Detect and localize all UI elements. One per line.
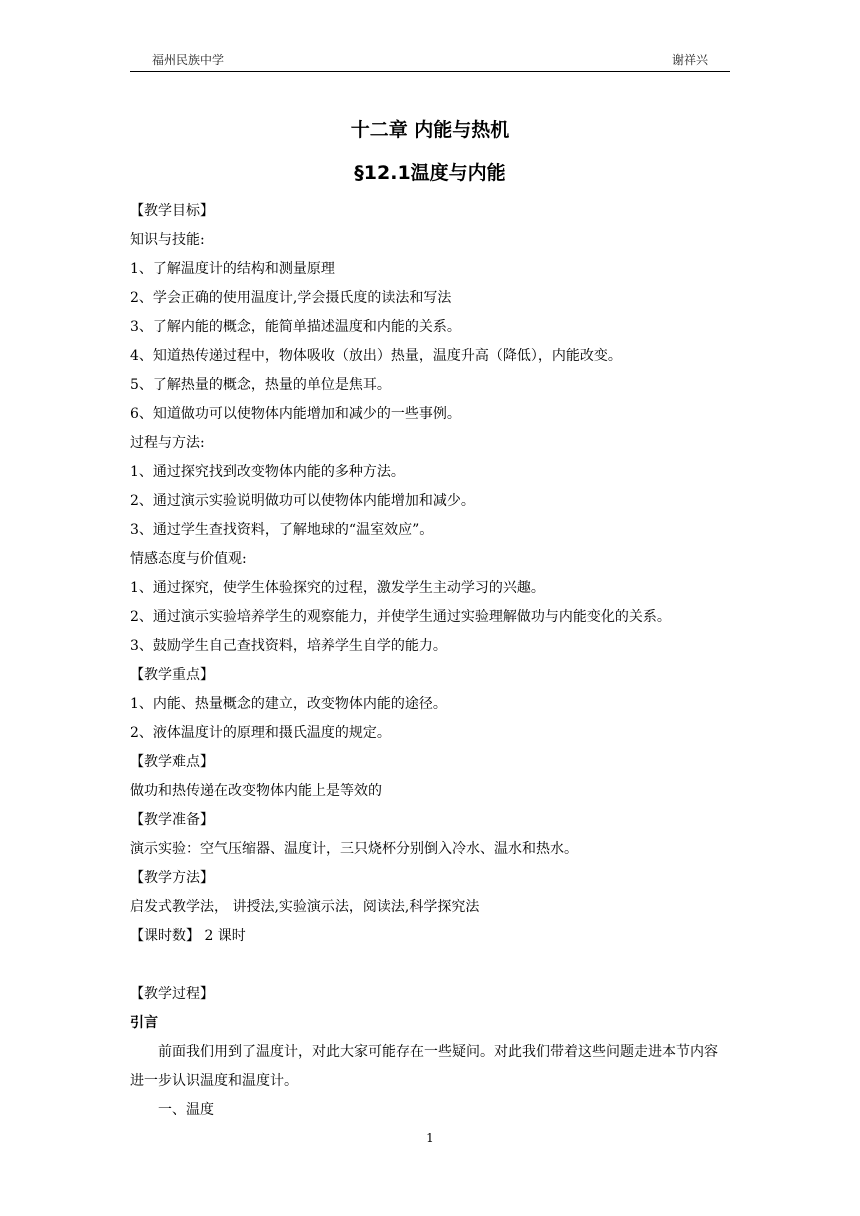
list-item: 1、通过探究，使学生体验探究的过程，激发学生主动学习的兴趣。 [130,580,545,596]
knowledge-heading: 知识与技能: [130,232,205,248]
preparation-heading: 【教学准备】 [130,812,214,828]
list-item: 1、通过探究找到改变物体内能的多种方法。 [130,464,405,480]
list-item: 1、了解温度计的结构和测量原理 [130,261,335,277]
list-item: 3、鼓励学生自己查找资料，培养学生自学的能力。 [130,638,447,654]
list-item: 6、知道做功可以使物体内能增加和减少的一些事例。 [130,406,461,422]
list-item: 1、内能、热量概念的建立，改变物体内能的途径。 [130,696,447,712]
list-item: 3、了解内能的概念，能简单描述温度和内能的关系。 [130,319,461,335]
hours-row [130,922,730,951]
header-school: 福州民族中学 [152,53,225,67]
methods-text: 启发式教学法， 讲授法,实验演示法，阅读法,科学探究法 [130,899,480,915]
attitude-heading: 情感态度与价值观: [130,551,247,567]
blank-line [130,951,730,980]
preparation-text: 演示实验：空气压缩器、温度计，三只烧杯分别倒入冷水、温水和热水。 [130,841,578,857]
list-item: 3、通过学生查找资料，了解地球的“温室效应”。 [130,522,434,538]
process-section-heading: 【教学过程】 [130,986,214,1002]
page-number: 1 [426,1131,434,1145]
process-heading: 过程与方法: [130,435,205,451]
list-item: 2、通过演示实验培养学生的观察能力，并使学生通过实验理解做功与内能变化的关系。 [130,609,671,625]
list-item: 2、通过演示实验说明做功可以使物体内能增加和减少。 [130,493,475,509]
hours-heading: 【课时数】 [130,928,200,944]
document-body [130,197,730,1125]
subsection-heading: 一、温度 [158,1102,214,1118]
header-divider [130,71,730,72]
intro-text: 前面我们用到了温度计，对此大家可能存在一些疑问。对此我们带着这些问题走进本节内容进一步认识温度和温度计。 [130,1044,718,1089]
list-item: 2、学会正确的使用温度计,学会摄氏度的读法和写法 [130,290,452,306]
hours-text: 2 课时 [200,928,246,944]
difficulties-text: 做功和热传递在改变物体内能上是等效的 [130,783,382,799]
difficulties-heading: 【教学难点】 [130,754,214,770]
header-author: 谢祥兴 [671,53,708,67]
intro-heading: 引言 [130,1015,158,1031]
key-points-heading: 【教学重点】 [130,667,214,683]
chapter-title: 十二章 内能与热机 [350,119,510,141]
section-title: §12.1温度与内能 [354,162,506,184]
methods-heading: 【教学方法】 [130,870,214,886]
goals-heading: 【教学目标】 [130,203,214,219]
list-item: 4、知道热传递过程中，物体吸收（放出）热量，温度升高（降低），内能改变。 [130,348,622,364]
list-item: 2、液体温度计的原理和摄氏温度的规定。 [130,725,391,741]
list-item: 5、了解热量的概念，热量的单位是焦耳。 [130,377,391,393]
